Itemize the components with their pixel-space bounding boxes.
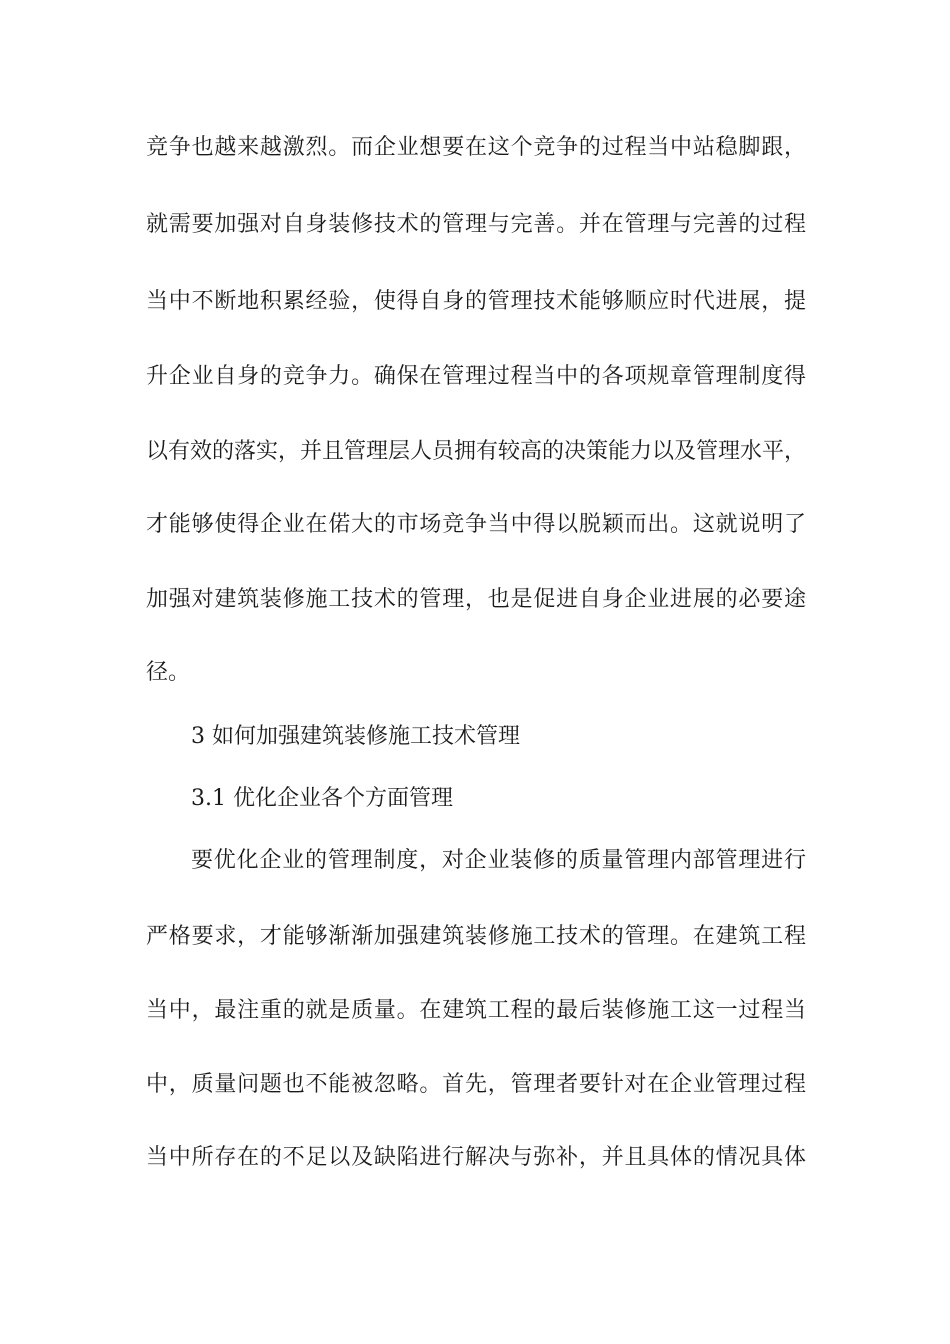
paragraph-line: 径。 [146, 660, 191, 685]
paragraph-line: 要优化企业的管理制度，对企业装修的质量管理内部管理进行 [191, 848, 806, 873]
paragraph-line: 当中所存在的不足以及缺陷进行解决与弥补，并且具体的情况具体 [146, 1145, 806, 1170]
paragraph-line: 升企业自身的竞争力。确保在管理过程当中的各项规章管理制度得 [146, 364, 806, 389]
paragraph-line: 以有效的落实，并且管理层人员拥有较高的决策能力以及管理水平， [146, 439, 807, 464]
paragraph-line: 当中，最注重的就是质量。在建筑工程的最后装修施工这一过程当 [146, 998, 806, 1023]
paragraph-line: 中，质量问题也不能被忽略。首先，管理者要针对在企业管理过程 [146, 1072, 806, 1097]
paragraph-line: 竞争也越来越激烈。而企业想要在这个竞争的过程当中站稳脚跟， [146, 135, 806, 160]
paragraph-line: 才能够使得企业在偌大的市场竞争当中得以脱颖而出。这就说明了 [146, 512, 806, 537]
paragraph-line: 严格要求，才能够渐渐加强建筑装修施工技术的管理。在建筑工程 [146, 924, 806, 949]
paragraph-line: 当中不断地积累经验，使得自身的管理技术能够顺应时代进展，提 [146, 289, 806, 314]
subsection-heading: 3.1 优化企业各个方面管理 [191, 786, 453, 811]
paragraph-line: 加强对建筑装修施工技术的管理，也是促进自身企业进展的必要途 [146, 587, 806, 612]
paragraph-line: 就需要加强对自身装修技术的管理与完善。并在管理与完善的过程 [146, 212, 806, 237]
section-heading: 3 如何加强建筑装修施工技术管理 [191, 724, 520, 749]
